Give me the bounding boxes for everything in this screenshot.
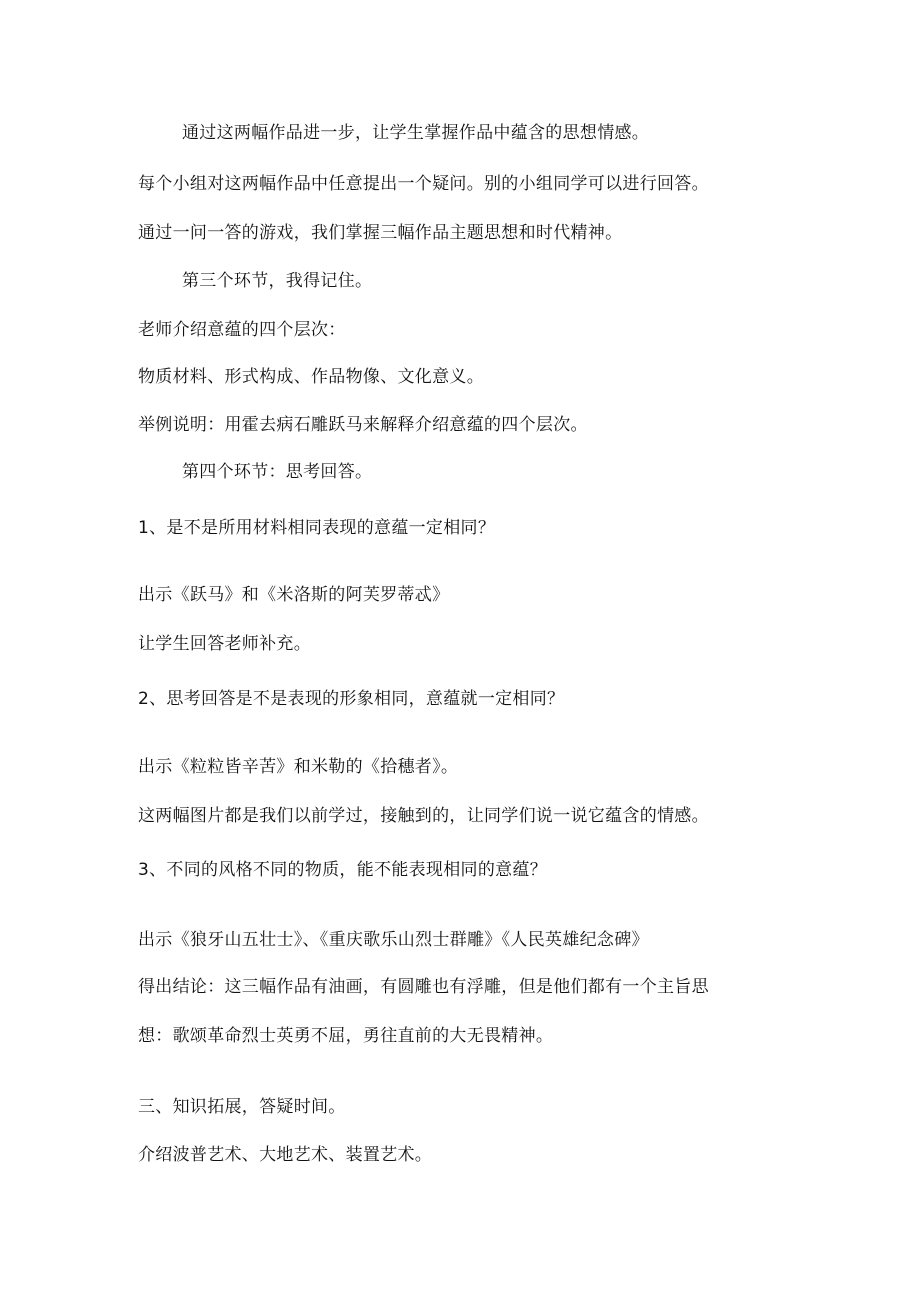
paragraph-line: 让学生回答老师补充。 (138, 634, 311, 654)
paragraph-line: 出示《跃马》和《米洛斯的阿芙罗蒂忒》 (138, 585, 450, 605)
paragraph-line: 老师介绍意蕴的四个层次： (138, 320, 346, 340)
section-heading: 第四个环节：思考回答。 (182, 462, 373, 482)
paragraph-line: 物质材料、形式构成、作品物像、文化意义。 (138, 367, 484, 387)
paragraph-line: 出示《粒粒皆辛苦》和米勒的《拾穗者》。 (138, 757, 459, 777)
paragraph-line: 介绍波普艺术、大地艺术、装置艺术。 (138, 1145, 433, 1165)
paragraph-line: 想：歌颂革命烈士英勇不屈，勇往直前的大无畏精神。 (138, 1026, 554, 1046)
paragraph-line: 每个小组对这两幅作品中任意提出一个疑问。别的小组同学可以进行回答。 (138, 174, 709, 194)
paragraph-line: 出示《狼牙山五壮士》、《重庆歌乐山烈士群雕》《人民英雄纪念碑》 (138, 930, 649, 950)
paragraph-line: 得出结论：这三幅作品有油画，有圆雕也有浮雕，但是他们都有一个主旨思 (138, 977, 709, 997)
paragraph-line: 举例说明：用霍去病石雕跃马来解释介绍意蕴的四个层次。 (138, 415, 588, 435)
section-heading: 三、知识拓展，答疑时间。 (138, 1097, 346, 1117)
question-line: 1、是不是所用材料相同表现的意蕴一定相同？ (138, 518, 496, 538)
paragraph-line: 这两幅图片都是我们以前学过，接触到的，让同学们说一说它蕴含的情感。 (138, 806, 709, 826)
paragraph-line: 通过这两幅作品进一步，让学生掌握作品中蕴含的思想情感。 (182, 123, 650, 143)
question-line: 3、不同的风格不同的物质，能不能表现相同的意蕴？ (138, 860, 548, 880)
section-heading: 第三个环节，我得记住。 (182, 271, 373, 291)
question-line: 2、思考回答是不是表现的形象相同，意蕴就一定相同？ (138, 689, 565, 709)
paragraph-line: 通过一问一答的游戏，我们掌握三幅作品主题思想和时代精神。 (138, 223, 623, 243)
